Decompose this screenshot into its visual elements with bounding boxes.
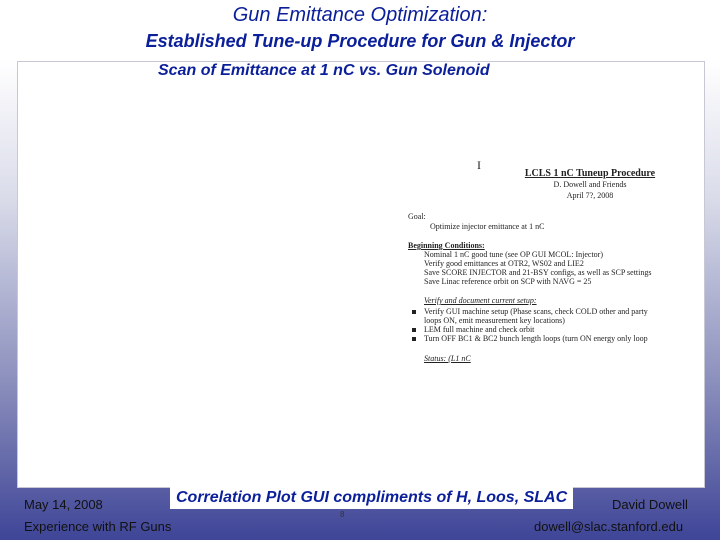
footer-email: dowell@slac.stanford.edu [534, 519, 684, 534]
bullet-line: LEM full machine and check orbit [424, 325, 535, 334]
begin-line: Save SCORE INJECTOR and 21-BSY configs, as well as SCP settings [424, 268, 652, 277]
document-date: April 7?, 2008 [566, 191, 614, 200]
bullet-line: Verify GUI machine setup (Phase scans, check COLD other and party [424, 307, 648, 316]
document-authors: D. Dowell and Friends [553, 180, 627, 189]
begin-line: Verify good emittances at OTR2, WS02 and LIE2 [424, 259, 584, 268]
footer-author: David Dowell [612, 497, 688, 512]
begin-line: Save Linac reference orbit on SCP with NAVG = 25 [424, 277, 592, 286]
status-line: Status: (L1 nC [424, 354, 471, 363]
verify-label: Verify and document current setup: [424, 296, 537, 305]
begin-line: Nominal 1 nC good tune (see OP GUI MCOL: Injector) [424, 250, 604, 259]
panel-title: Scan of Emittance at 1 nC vs. Gun Solenoid [158, 62, 490, 79]
slide-subtitle: Established Tune-up Procedure for Gun & Injector [145, 31, 575, 51]
goal-label: Goal: [408, 212, 426, 221]
procedure-document [390, 158, 700, 458]
credit-caption: Correlation Plot GUI compliments of H, Loos, SLAC [170, 487, 573, 509]
goal-text: Optimize injector emittance at 1 nC [430, 222, 545, 231]
footer-date: May 14, 2008 [24, 497, 103, 512]
begin-label: Beginning Conditions: [408, 241, 485, 250]
document-header [480, 168, 700, 201]
bullet-icon [412, 310, 416, 314]
bullet-icon [412, 328, 416, 332]
document-heading: LCLS 1 nC Tuneup Procedure [524, 168, 656, 179]
bullet-line: Turn OFF BC1 & BC2 bunch length loops (turn ON energy only loop [424, 334, 648, 343]
text-cursor-icon: I [477, 158, 481, 172]
footer-talk-title: Experience with RF Guns [24, 519, 172, 534]
screenshot-panel [17, 61, 705, 488]
bullet-line: loops ON, emit measurement key locations) [424, 316, 565, 325]
slide-title: Gun Emittance Optimization: [232, 4, 488, 26]
bullet-icon [412, 337, 416, 341]
slide-number: 8 [340, 510, 345, 519]
